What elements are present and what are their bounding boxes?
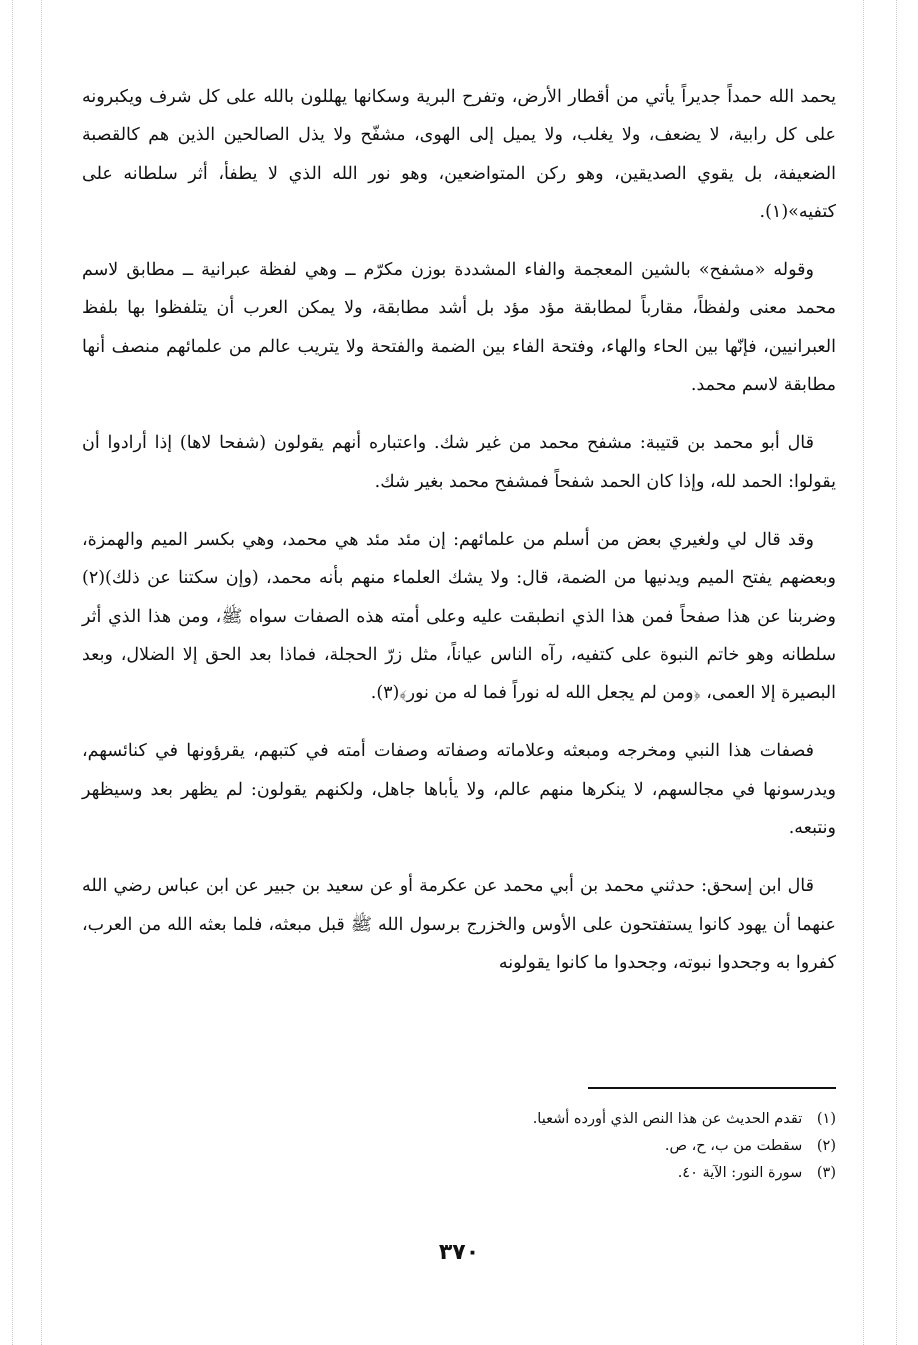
footnote-text: تقدم الحديث عن هذا النص الذي أورده أشعيا. [532,1111,803,1127]
paragraph: فصفات هذا النبي ومخرجه ومبعثه وعلاماته وصفاته وصفات أمته في كتبهم، يقرؤونها في كنائسهم، ويدرسونها في مجالسهم، لا ينكرها منهم عالم، ولا يأباها جاهل، ولكنهم يقولون: لم يظهر بعد وسيظهر ونتبعه. [82,741,836,839]
footnote-number: (١) [816,1111,836,1127]
footnote-text: سورة النور: الآية ٤٠. [677,1165,803,1181]
footnotes [200,1106,836,1187]
footnote-divider [588,1087,836,1089]
scan-guide-line [41,0,42,1345]
page-number: ٣٧٠ [438,1240,480,1265]
paragraph: وقد قال لي ولغيري بعض من أسلم من علمائهم: إن مئد مئد هي محمد، وهي بكسر الميم والهمزة، وبعضهم يفتح الميم ويدنيها من الضمة، قال: ولا يشك العلماء منهم بأنه محمد، (وإن سكتنا عن ذلك)(٢) وضربنا عن هذا صفحاً فمن هذا الذي انطبقت عليه وعلى أمته هذه الصفات سواه ﷺ، ومن هذا الذي أثر سلطانه وهو خاتم النبوة على كتفيه، رآه الناس عياناً، مثل زرّ الحجلة، فماذا بعد الحق إلا الضلال، وبعد البصيرة إلا العمى، ﴿ومن لم يجعل الله له نوراً فما له من نور﴾(٣). [82,529,836,704]
footnote [200,1106,836,1133]
footnote [200,1133,836,1160]
scan-guide-line [863,0,864,1345]
footnote-text: سقطت من ب، ح، ص. [664,1138,803,1154]
footnote-number: (٢) [816,1138,836,1154]
paragraph: وقوله «مشفح» بالشين المعجمة والفاء المشددة بوزن مكرّم ــ وهي لفظة عبرانية ــ مطابق لاسم محمد معنى ولفظاً، مقارباً لمطابقة مؤد مؤد بل أشد مطابقة، ولا يمكن العرب أن يتلفظوا بها بلفظ العبرانيين، فإنّها بين الحاء والهاء، وفتحة الفاء بين الضمة والفتحة ولا يتريب عالم من علمائهم منصف أنها مطابقة لاسم محمد. [82,260,836,396]
scan-guide-line [896,0,897,1345]
paragraph: قال ابن إسحق: حدثني محمد بن أبي محمد عن عكرمة أو عن سعيد بن جبير عن ابن عباس رضي الله عنهما أن يهود كانوا يستفتحون على الأوس والخزرج برسول الله ﷺ قبل مبعثه، فلما بعثه الله من العرب، كفروا به وجحدوا نبوته، وجحدوا ما كانوا يقولونه [82,876,836,973]
paragraph: قال أبو محمد بن قتيبة: مشفح محمد من غير شك. واعتباره أنهم يقولون (شفحا لاها) إذا أرادوا أن يقولوا: الحمد لله، وإذا كان الحمد شفحاً فمشفح محمد بغير شك. [82,433,836,492]
footnote [200,1160,836,1187]
paragraph: يحمد الله حمداً جديراً يأتي من أقطار الأرض، وتفرح البرية وسكانها يهللون بالله على كل شرف ويكبرونه على كل رابية، لا يضعف، ولا يغلب، ولا يميل إلى الهوى، مشفّح ولا يذل الصالحين الذين هم كالقصبة الضعيفة، بل يقوي الصديقين، وهو ركن المتواضعين، وهو نور الله الذي لا يطفأ، أثر سلطانه على كتفيه»(١). [82,87,836,222]
scan-guide-line [12,0,13,1345]
footnote-number: (٣) [816,1165,836,1181]
main-text [82,78,836,1002]
